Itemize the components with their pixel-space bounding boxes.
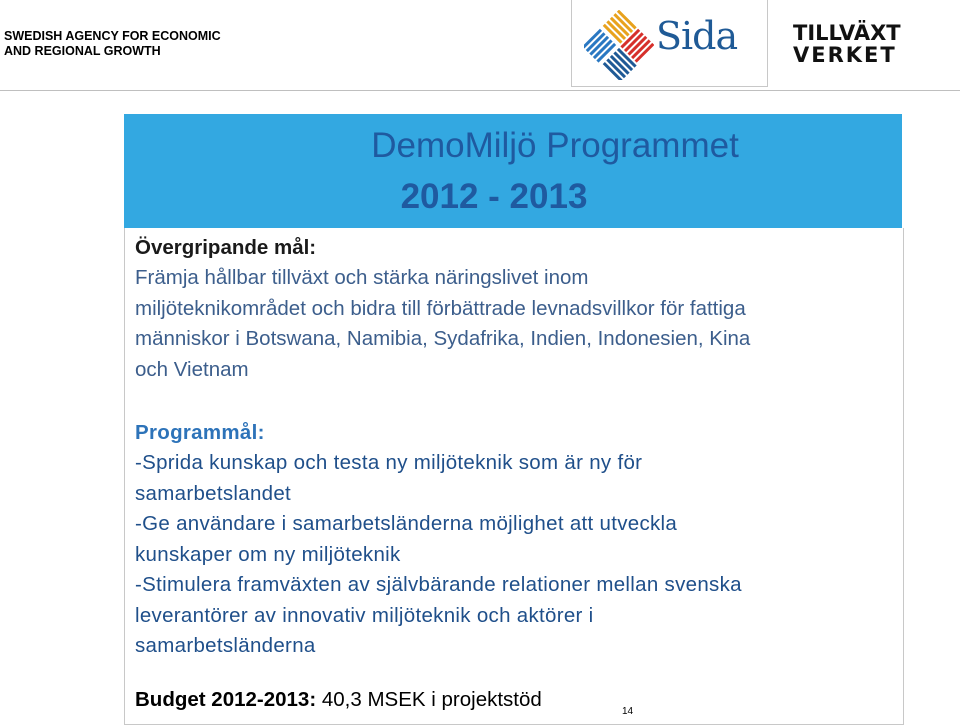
goal-text xyxy=(135,263,750,385)
program-line: -Ge användare i samarbetsländerna möjlighet att utveckla xyxy=(135,512,678,535)
program-line: leverantörer av innovativ miljöteknik och aktörer i xyxy=(135,603,594,627)
goal-line: människor i Botswana, Namibia, Sydafrika, Indien, Indonesien, Kina xyxy=(135,327,751,350)
sida-logo xyxy=(571,0,768,87)
slide-title: DemoMiljö Programmet xyxy=(371,126,739,165)
goal-line: Främja hållbar tillväxt och stärka näringslivet inom xyxy=(135,266,589,289)
budget-line xyxy=(135,685,542,715)
program-line: -Stimulera framväxten av självbärande relationer mellan svenska xyxy=(135,573,742,596)
goal-line: och Vietnam xyxy=(135,357,249,381)
goal-heading: Övergripande mål: xyxy=(135,236,317,259)
tillvaxt-logo-line1: TILLVÄXT xyxy=(793,21,901,45)
agency-name xyxy=(4,29,221,59)
agency-name-line2: AND REGIONAL GROWTH xyxy=(4,44,161,58)
program-line: -Sprida kunskap och testa ny miljöteknik som är ny för xyxy=(135,451,643,474)
budget-label: Budget 2012-2013: xyxy=(135,688,317,711)
program-line: samarbetsländerna xyxy=(135,634,316,657)
agency-name-line1: SWEDISH AGENCY FOR ECONOMIC xyxy=(4,29,221,43)
tillvaxt-logo-line2: VERKET xyxy=(793,43,897,67)
page-number: 14 xyxy=(622,706,634,717)
program-line: kunskaper om ny miljöteknik xyxy=(135,542,401,566)
program-text xyxy=(135,448,742,662)
goal-line: miljöteknikområdet och bidra till förbättrade levnadsvillkor för fattiga xyxy=(135,296,746,320)
title-banner xyxy=(124,114,902,228)
tillvaxtverket-logo xyxy=(793,20,943,70)
budget-value: 40,3 MSEK i projektstöd xyxy=(316,688,542,711)
slide-years: 2012 - 2013 xyxy=(400,177,588,216)
program-heading: Programmål: xyxy=(135,421,265,444)
header-divider xyxy=(0,90,960,91)
sida-emblem-icon xyxy=(584,10,654,80)
sida-wordmark: Sida xyxy=(656,14,738,58)
program-line: samarbetslandet xyxy=(135,481,292,505)
